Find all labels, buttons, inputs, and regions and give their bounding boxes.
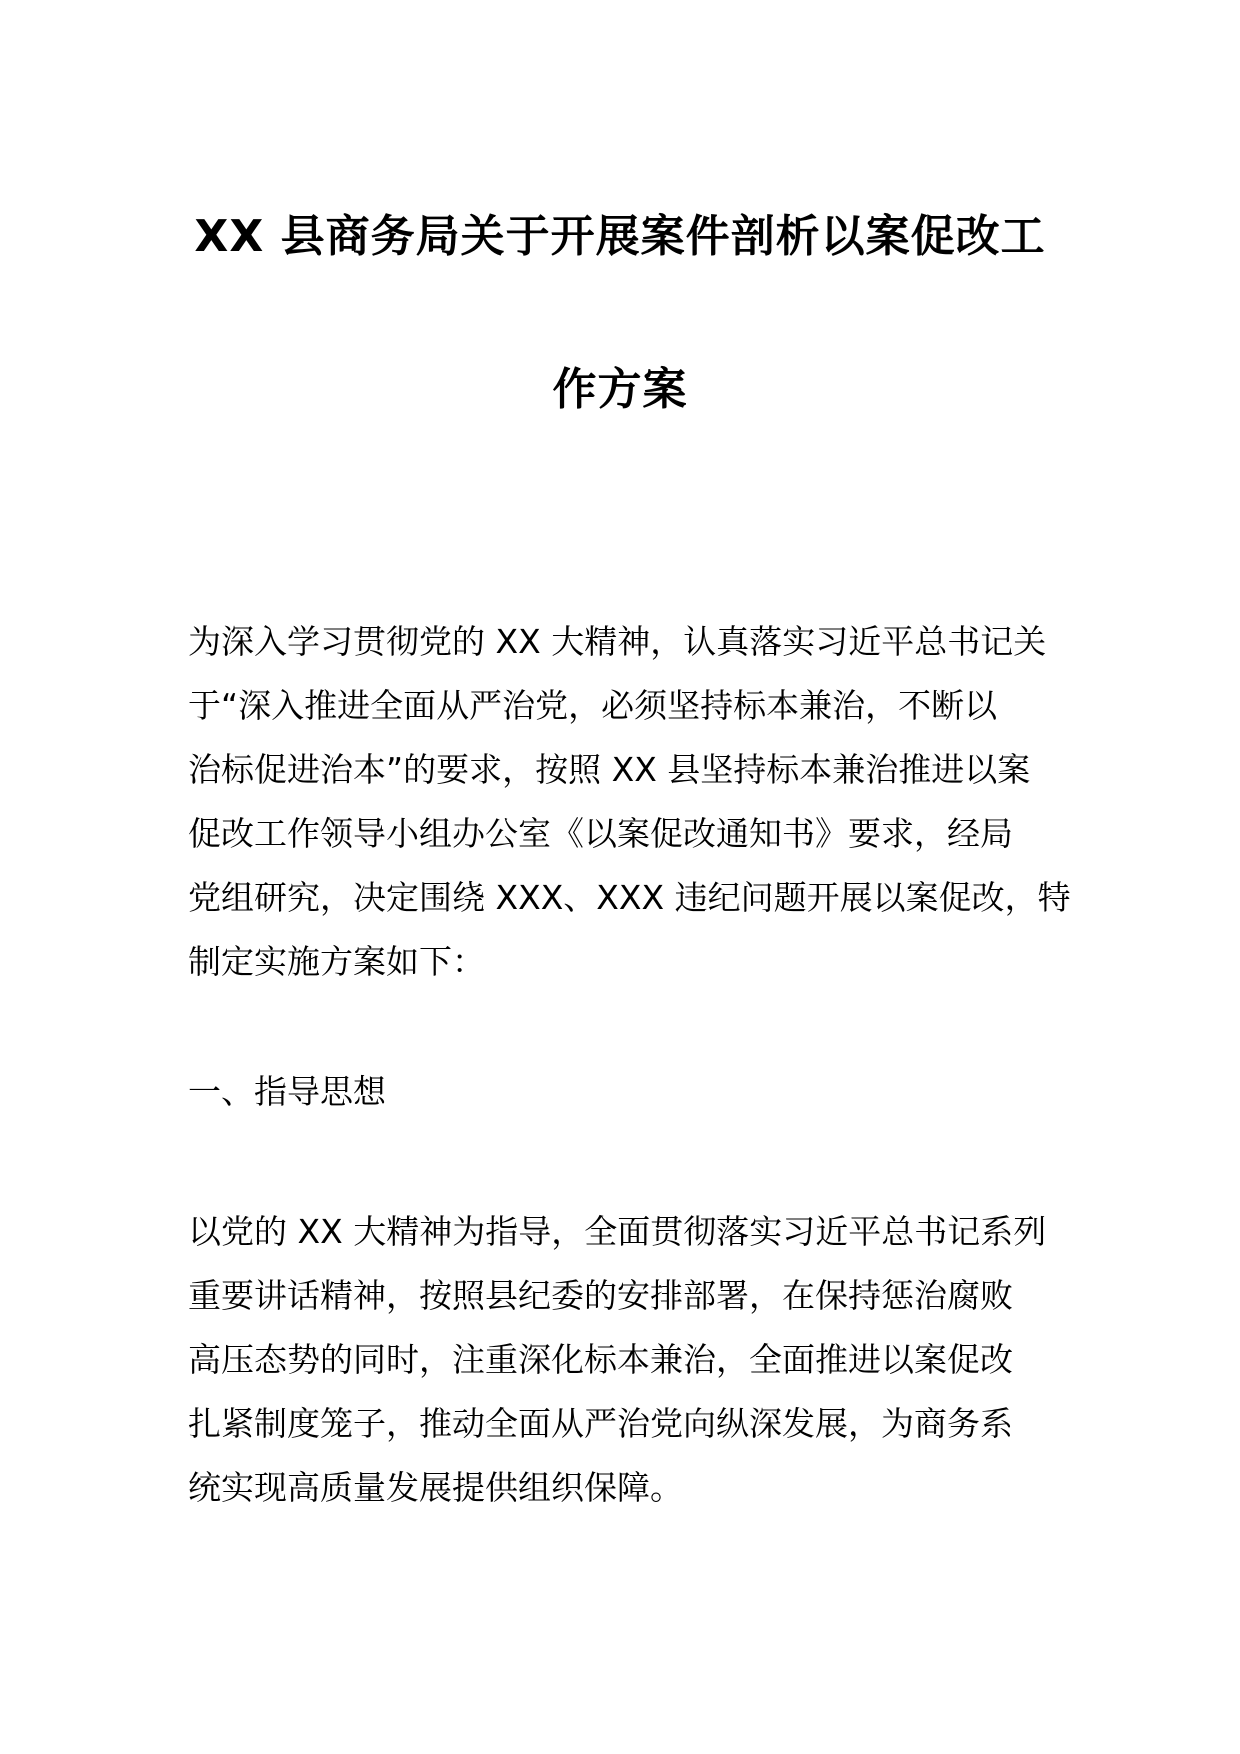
intro-paragraph-line: 制定实施方案如下： — [188, 942, 485, 981]
intro-paragraph-line: 为深入学习贯彻党的 XX 大精神，认真落实习近平总书记关 — [188, 622, 1047, 661]
section-heading-text: 一、指导思想 — [188, 1072, 386, 1111]
document-title-line-2: 作方案 — [552, 364, 688, 415]
guiding-ideology-line: 以党的 XX 大精神为指导，全面贯彻落实习近平总书记系列 — [188, 1212, 1047, 1251]
guiding-ideology-line: 高压态势的同时，注重深化标本兼治，全面推进以案促改 — [188, 1340, 1013, 1379]
intro-paragraph-line: 党组研究，决定围绕 XXX、XXX 违纪问题开展以案促改，特 — [188, 878, 1071, 917]
guiding-ideology-line: 统实现高质量发展提供组织保障。 — [188, 1468, 683, 1507]
intro-paragraph-line: 治标促进治本”的要求，按照 XX 县坚持标本兼治推进以案 — [188, 750, 1031, 789]
document-title-line-1: XX 县商务局关于开展案件剖析以案促改工 — [194, 211, 1046, 262]
section-heading-guiding-ideology — [188, 1060, 1068, 1124]
intro-paragraph-line: 于“深入推进全面从严治党，必须坚持标本兼治，不断以 — [188, 686, 998, 725]
guiding-ideology-line: 重要讲话精神，按照县纪委的安排部署，在保持惩治腐败 — [188, 1276, 1013, 1315]
intro-paragraph — [188, 610, 1071, 994]
intro-paragraph-line: 促改工作领导小组办公室《以案促改通知书》要求，经局 — [188, 814, 1013, 853]
guiding-ideology-paragraph — [188, 1200, 1068, 1520]
guiding-ideology-line: 扎紧制度笼子，推动全面从严治党向纵深发展，为商务系 — [188, 1404, 1013, 1443]
